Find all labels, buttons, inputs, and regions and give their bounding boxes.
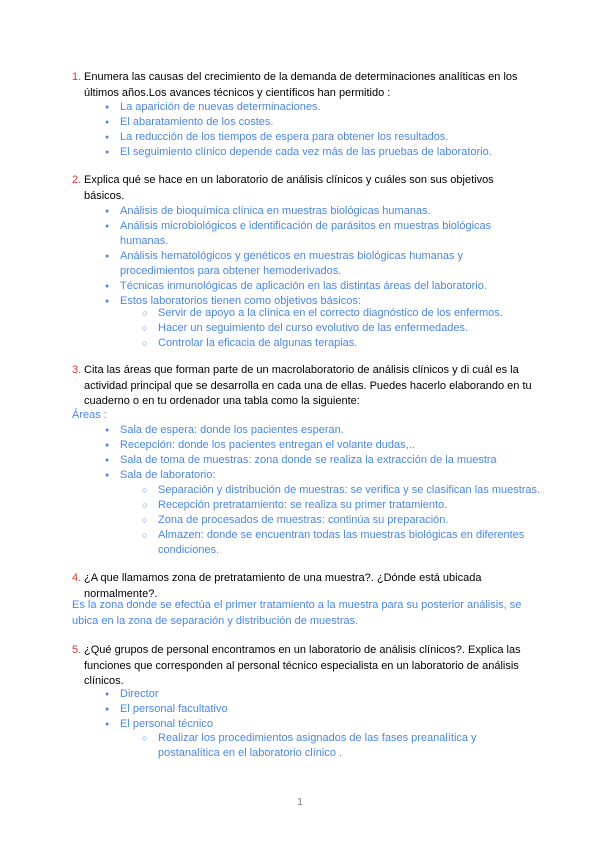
list-item: ● Director: [84, 687, 544, 702]
list-item: ● Análisis de bioquímica clínica en muestras biológicas humanas.: [84, 204, 514, 219]
question-text: Cita las áreas que forman parte de un macrolaboratorio de análisis clínicos y di cuál es la actividad principal que se desarrolla en cada una de ellas. Puedes hacerlo elaborando en tu cuaderno o en tu ordenador una tabla como la siguiente:: [84, 364, 532, 407]
answer-list-1: [84, 100, 544, 160]
list-subitem: ○ Realizar los procedimientos asignados de las fases preanalítica y postanalítica en el laboratorio clínico .: [84, 731, 504, 761]
question-2: [72, 173, 534, 204]
list-subitem: ○ Hacer un seguimiento del curso evolutivo de las enfermedades.: [84, 321, 544, 336]
list-item: ● El personal técnico: [84, 717, 544, 732]
answer-list-3: [84, 423, 544, 483]
answer-list-5: [84, 687, 544, 732]
list-item: ● La aparición de nuevas determinaciones.: [84, 100, 544, 115]
question-number: 1.: [72, 71, 82, 83]
list-subitem: ○ Almazen: donde se encuentran todas las muestras biológicas en diferentes condiciones.: [84, 528, 544, 558]
list-item: ● El personal facultativo: [84, 702, 544, 717]
list-item: ● Sala de toma de muestras: zona donde se realiza la extracción de la muestra: [84, 453, 544, 468]
question-3: [72, 363, 534, 410]
question-number: 4.: [72, 572, 82, 584]
list-item: ● Sala de espera: donde los pacientes esperan.: [84, 423, 544, 438]
answer-list-2: [84, 204, 514, 309]
answer-sublist-3: [84, 483, 544, 558]
list-item: ● El abaratamiento de los costes.: [84, 115, 544, 130]
list-item: ● Análisis hematológicos y genéticos en muestras biológicas humanas y procedimientos para obtener hemoderivados.: [84, 249, 514, 279]
question-number: 2.: [72, 174, 82, 186]
list-item: ● Estos laboratorios tienen como objetivos básicos:: [84, 294, 514, 309]
answer-text-4: Es la zona donde se efectúa el primer tratamiento a la muestra para su posterior análisis, se ubica en la zona de separación y distribución de muestras.: [72, 599, 522, 627]
answer-sublist-2: [84, 306, 544, 351]
question-number: 5.: [72, 644, 82, 656]
question-text: ¿Qué grupos de personal encontramos en un laboratorio de análisis clínicos?. Explica las funciones que corresponden al personal técnico especialista en un laboratorio de análisis clínicos.: [84, 644, 521, 687]
list-subitem: ○ Controlar la eficacia de algunas terapias.: [84, 336, 544, 351]
list-item: ● Análisis microbiológicos e identificación de parásitos en muestras biológicas humanas.: [84, 219, 514, 249]
question-5: [72, 643, 534, 690]
answer-sublist-5: [84, 731, 504, 761]
question-1: [72, 70, 534, 101]
list-subitem: ○ Recepción pretratamiento: se realiza su primer tratamiento.: [84, 498, 544, 513]
list-item: ● La reducción de los tiempos de espera para obtener los resultados.: [84, 130, 544, 145]
question-text: Enumera las causas del crecimiento de la demanda de determinaciones analíticas en los últimos años.Los avances técnicos y científicos han permitido :: [84, 71, 518, 99]
list-item: ● El seguimiento clínico depende cada vez más de las pruebas de laboratorio.: [84, 145, 544, 160]
page-number: 1: [297, 797, 303, 808]
question-number: 3.: [72, 364, 82, 376]
list-item: ● Técnicas inmunológicas de aplicación en las distintas áreas del laboratorio.: [84, 279, 514, 294]
list-subitem: ○ Servir de apoyo a la clínica en el correcto diagnóstico de los enfermos.: [84, 306, 544, 321]
areas-label: Áreas :: [72, 409, 107, 421]
question-text: ¿A que llamamos zona de pretratamiento de una muestra?. ¿Dónde está ubicada normalmente?.: [84, 572, 482, 600]
list-subitem: ○ Zona de procesados de muestras: continúa su preparación.: [84, 513, 544, 528]
list-subitem: ○ Separación y distribución de muestras: se verifica y se clasifican las muestras.: [84, 483, 544, 498]
list-item: ● Sala de laboratorio:: [84, 468, 544, 483]
list-item: ● Recepción: donde los pacientes entregan el volante dudas,..: [84, 438, 544, 453]
question-text: Explica qué se hace en un laboratorio de análisis clínicos y cuáles son sus objetivos básicos.: [84, 174, 494, 202]
